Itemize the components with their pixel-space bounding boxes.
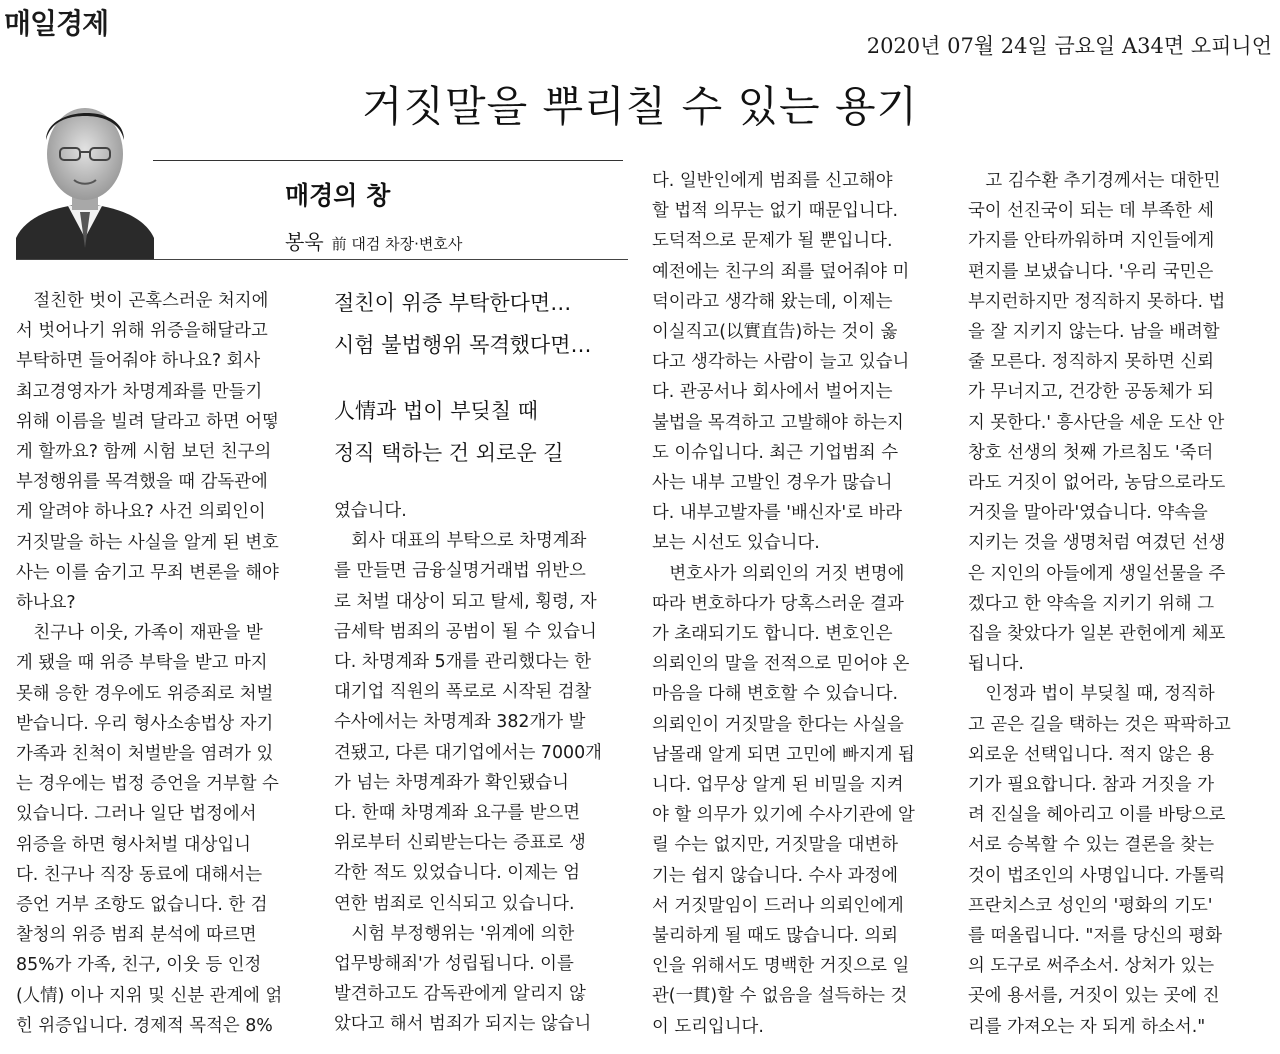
text-line: 지 못한다.' 흥사단을 세운 도산 안 <box>968 412 1225 433</box>
text-line: 국이 선진국이 되는 데 부족한 세 <box>968 201 1215 222</box>
subheadline: 정직 택하는 건 외로운 길 <box>334 441 564 465</box>
text-line: 를 만들면 금융실명거래법 위반으 <box>334 561 586 582</box>
text-line: 가족과 친척이 처벌받을 염려가 있 <box>16 744 274 765</box>
text-line: 은 지인의 아들에게 생일선물을 주 <box>968 563 1226 584</box>
author-name: 봉욱 <box>285 230 324 254</box>
article-column-4 <box>968 166 1260 1042</box>
text-line: 의뢰인의 말을 전적으로 믿어야 온 <box>652 654 910 675</box>
text-line: 힌 위증입니다. 경제적 목적은 8% <box>16 1015 273 1036</box>
text-line: 찰청의 위증 범죄 분석에 따르면 <box>16 925 257 946</box>
text-line: 았다고 해서 범죄가 되지는 않습니 <box>334 1014 592 1035</box>
text-line: 가 초래되기도 합니다. 변호인은 <box>652 624 893 645</box>
text-line: 줄 모른다. 정직하지 못하면 신뢰 <box>968 352 1215 373</box>
header-rule <box>153 160 623 161</box>
text-line: 다. 관공서나 회사에서 벌어지는 <box>652 382 893 403</box>
text-line: 위해 이름을 빌려 달라고 하면 어떻 <box>16 411 279 432</box>
text-line: 서 거짓말임이 드러나 의뢰인에게 <box>652 895 904 916</box>
text-line: 도덕적으로 문제가 될 뿐입니다. <box>652 231 893 252</box>
article-column-3 <box>652 166 944 1042</box>
text-line: 인을 위해서도 명백한 거짓으로 일 <box>652 956 910 977</box>
text-line: 관(一貫)할 수 없음을 설득하는 것 <box>652 986 908 1007</box>
text-line: 금세탁 범죄의 공범이 될 수 있습니 <box>334 621 597 642</box>
text-line: 게 알려야 하나요? 사건 의뢰인이 <box>16 502 266 523</box>
text-line: 남몰래 알게 되면 고민에 빠지게 됩 <box>652 744 915 765</box>
text-line: 부지런하지만 정직하지 못하다. 법 <box>968 291 1226 312</box>
text-line: 위증을 하면 형사처벌 대상입니 <box>16 834 251 855</box>
text-line: 됩니다. <box>968 654 1024 675</box>
text-line: 게 할까요? 함께 시험 보던 친구의 <box>16 442 272 463</box>
text-line: 고 김수환 추기경께서는 대한민 <box>985 171 1221 191</box>
text-line: 다. 차명계좌 5개를 관리했다는 한 <box>334 652 592 673</box>
text-line: 이 도리입니다. <box>652 1016 764 1037</box>
text-line: 기가 필요합니다. 참과 거짓을 가 <box>968 775 1215 796</box>
subheadline: 절친이 위증 부탁한다면… <box>334 291 572 315</box>
text-line: 회사 대표의 부탁으로 차명계좌 <box>351 531 587 552</box>
text-line: 최고경영자가 차명계좌를 만들기 <box>16 381 263 402</box>
byline <box>285 226 462 255</box>
text-line: 야 할 의무가 있기에 수사기관에 알 <box>652 805 915 826</box>
text-line: (人情) 이나 지위 및 신분 관계에 얽 <box>16 985 283 1006</box>
publication-dateline: 2020년 07월 24일 금요일 A34면 오피니언 <box>866 34 1272 58</box>
text-line: 받습니다. 우리 형사소송법상 자기 <box>16 713 274 734</box>
text-line: 의 도구로 써주소서. 상처가 있는 <box>968 956 1215 977</box>
text-line: 도 이슈입니다. 최근 기업범죄 수 <box>652 442 899 463</box>
text-line: 이실직고(以實直告)하는 것이 옳 <box>652 322 898 343</box>
text-line: 할 법적 의무는 없기 때문입니다. <box>652 201 899 222</box>
text-line: 발견하고도 감독관에게 알리지 않 <box>334 984 586 1005</box>
author-portrait-image <box>16 88 154 260</box>
newspaper-masthead: 매일경제 <box>4 7 109 40</box>
text-line: 기는 쉽지 않습니다. 수사 과정에 <box>652 865 899 886</box>
text-line: 가 넘는 차명계좌가 확인됐습니 <box>334 772 569 793</box>
text-line: 가지를 안타까워하며 지인들에게 <box>968 231 1215 252</box>
text-line: 겠다고 한 약속을 지키기 위해 그 <box>968 593 1215 614</box>
text-line: 곳에 용서를, 거짓이 있는 곳에 진 <box>968 986 1220 1007</box>
text-line: 변호사가 의뢰인의 거짓 변명에 <box>669 563 905 584</box>
text-line: 견됐고, 다른 대기업에서는 7000개 <box>334 742 602 763</box>
article-column-1 <box>16 286 308 1041</box>
text-line: 연한 범죄로 인식되고 있습니다. <box>334 893 575 914</box>
text-line: 게 됐을 때 위증 부탁을 받고 마지 <box>16 653 268 674</box>
text-line: 사는 내부 고발인 경우가 많습니 <box>652 473 893 494</box>
text-line: 려 진실을 헤아리고 이를 바탕으로 <box>968 805 1226 826</box>
text-line: 거짓을 말아라'였습니다. 약속을 <box>968 503 1208 524</box>
text-line: 부정행위를 목격했을 때 감독관에 <box>16 472 268 493</box>
text-line: 을 잘 지키지 않는다. 남을 배려할 <box>968 322 1220 343</box>
text-line: 지키는 것을 생명처럼 여겼던 선생 <box>968 533 1226 554</box>
text-line: 서 벗어나기 위해 위증을해달라고 <box>16 321 268 342</box>
text-line: 보는 시선도 있습니다. <box>652 533 820 554</box>
text-line: 로 처벌 대상이 되고 탈세, 횡령, 자 <box>334 591 597 612</box>
text-line: 덕이라고 생각해 왔는데, 이제는 <box>652 291 893 312</box>
author-portrait <box>16 88 154 260</box>
text-line: 85%가 가족, 친구, 이웃 등 인정 <box>16 955 262 976</box>
text-line: 의뢰인이 거짓말을 한다는 사실을 <box>652 714 904 735</box>
text-line: 다. 친구나 직장 동료에 대해서는 <box>16 864 263 885</box>
text-line: 하나요? <box>16 593 76 614</box>
text-line: 불법을 목격하고 고발해야 하는지 <box>652 412 904 433</box>
author-title: 前 대검 차장·변호사 <box>331 235 463 253</box>
text-line: 프란치스코 성인의 '평화의 기도' <box>968 895 1213 916</box>
text-line: 예전에는 친구의 죄를 덮어줘야 미 <box>652 261 910 282</box>
text-line: 것이 법조인의 사명입니다. 가톨릭 <box>968 865 1226 886</box>
text-line: 고 곧은 길을 택하는 것은 팍팍하고 <box>968 714 1231 735</box>
text-line: 다고 생각하는 사람이 늘고 있습니 <box>652 352 910 373</box>
article-headline: 거짓말을 뿌리칠 수 있는 용기 <box>361 82 919 131</box>
text-line: 편지를 보냈습니다. '우리 국민은 <box>968 261 1214 282</box>
text-line: 다. 내부고발자를 '배신자'로 바라 <box>652 503 903 524</box>
text-line: 불리하게 될 때도 많습니다. 의뢰 <box>652 926 899 947</box>
subheadline: 시험 불법행위 목격했다면… <box>334 333 592 357</box>
text-line: 서로 승복할 수 있는 결론을 찾는 <box>968 835 1215 856</box>
text-line: 집을 찾았다가 일본 관헌에게 체포 <box>968 624 1226 645</box>
text-line: 였습니다. <box>334 501 407 521</box>
byline-rule <box>16 259 628 260</box>
text-line: 외로운 선택입니다. 적지 않은 용 <box>968 744 1215 765</box>
text-line: 를 떠올립니다. "저를 당신의 평화 <box>968 926 1223 947</box>
text-line: 인정과 법이 부딪칠 때, 정직하 <box>985 684 1215 705</box>
text-line: 니다. 업무상 알게 된 비밀을 지켜 <box>652 775 904 796</box>
subheadline: 人情과 법이 부딪칠 때 <box>334 399 539 423</box>
text-line: 증언 거부 조항도 없습니다. 한 검 <box>16 895 268 916</box>
text-line: 각한 적도 있었습니다. 이제는 엄 <box>334 863 581 884</box>
text-line: 수사에서는 차명계좌 382개가 발 <box>334 712 586 733</box>
text-line: 시험 부정행위는 '위계에 의한 <box>351 923 575 944</box>
text-line: 부탁하면 들어줘야 하나요? 회사 <box>16 351 261 372</box>
text-line: 리를 가져오는 자 되게 하소서." <box>968 1016 1206 1037</box>
text-line: 는 경우에는 법정 증언을 거부할 수 <box>16 774 279 795</box>
text-line: 다. 한때 차명계좌 요구를 받으면 <box>334 803 581 824</box>
article-column-2 <box>334 496 626 1040</box>
text-line: 절친한 벗이 곤혹스러운 처지에 <box>33 291 269 311</box>
text-line: 마음을 다해 변호할 수 있습니다. <box>652 684 899 705</box>
text-line: 사는 이를 숨기고 무죄 변론을 해야 <box>16 562 279 583</box>
text-line: 친구나 이웃, 가족이 재판을 받 <box>33 623 263 644</box>
text-line: 못해 응한 경우에도 위증죄로 처벌 <box>16 683 274 704</box>
text-line: 다. 일반인에게 범죄를 신고해야 <box>652 171 893 191</box>
text-line: 위로부터 신뢰받는다는 증표로 생 <box>334 833 586 854</box>
text-line: 대기업 직원의 폭로로 시작된 검찰 <box>334 682 592 703</box>
text-line: 따라 변호하다가 당혹스러운 결과 <box>652 593 904 614</box>
text-line: 가 무너지고, 건강한 공동체가 되 <box>968 382 1215 403</box>
text-line: 창호 선생의 첫째 가르침도 '죽더 <box>968 442 1214 463</box>
text-line: 업무방해죄'가 성립됩니다. 이를 <box>334 954 574 975</box>
text-line: 라도 거짓이 없어라, 농담으로라도 <box>968 473 1226 494</box>
subheadline-block <box>334 282 632 474</box>
text-line: 릴 수는 없지만, 거짓말을 대변하 <box>652 835 899 856</box>
text-line: 거짓말을 하는 사실을 알게 된 변호 <box>16 532 279 553</box>
column-name: 매경의 창 <box>285 181 391 210</box>
text-line: 있습니다. 그러나 일단 법정에서 <box>16 804 257 825</box>
